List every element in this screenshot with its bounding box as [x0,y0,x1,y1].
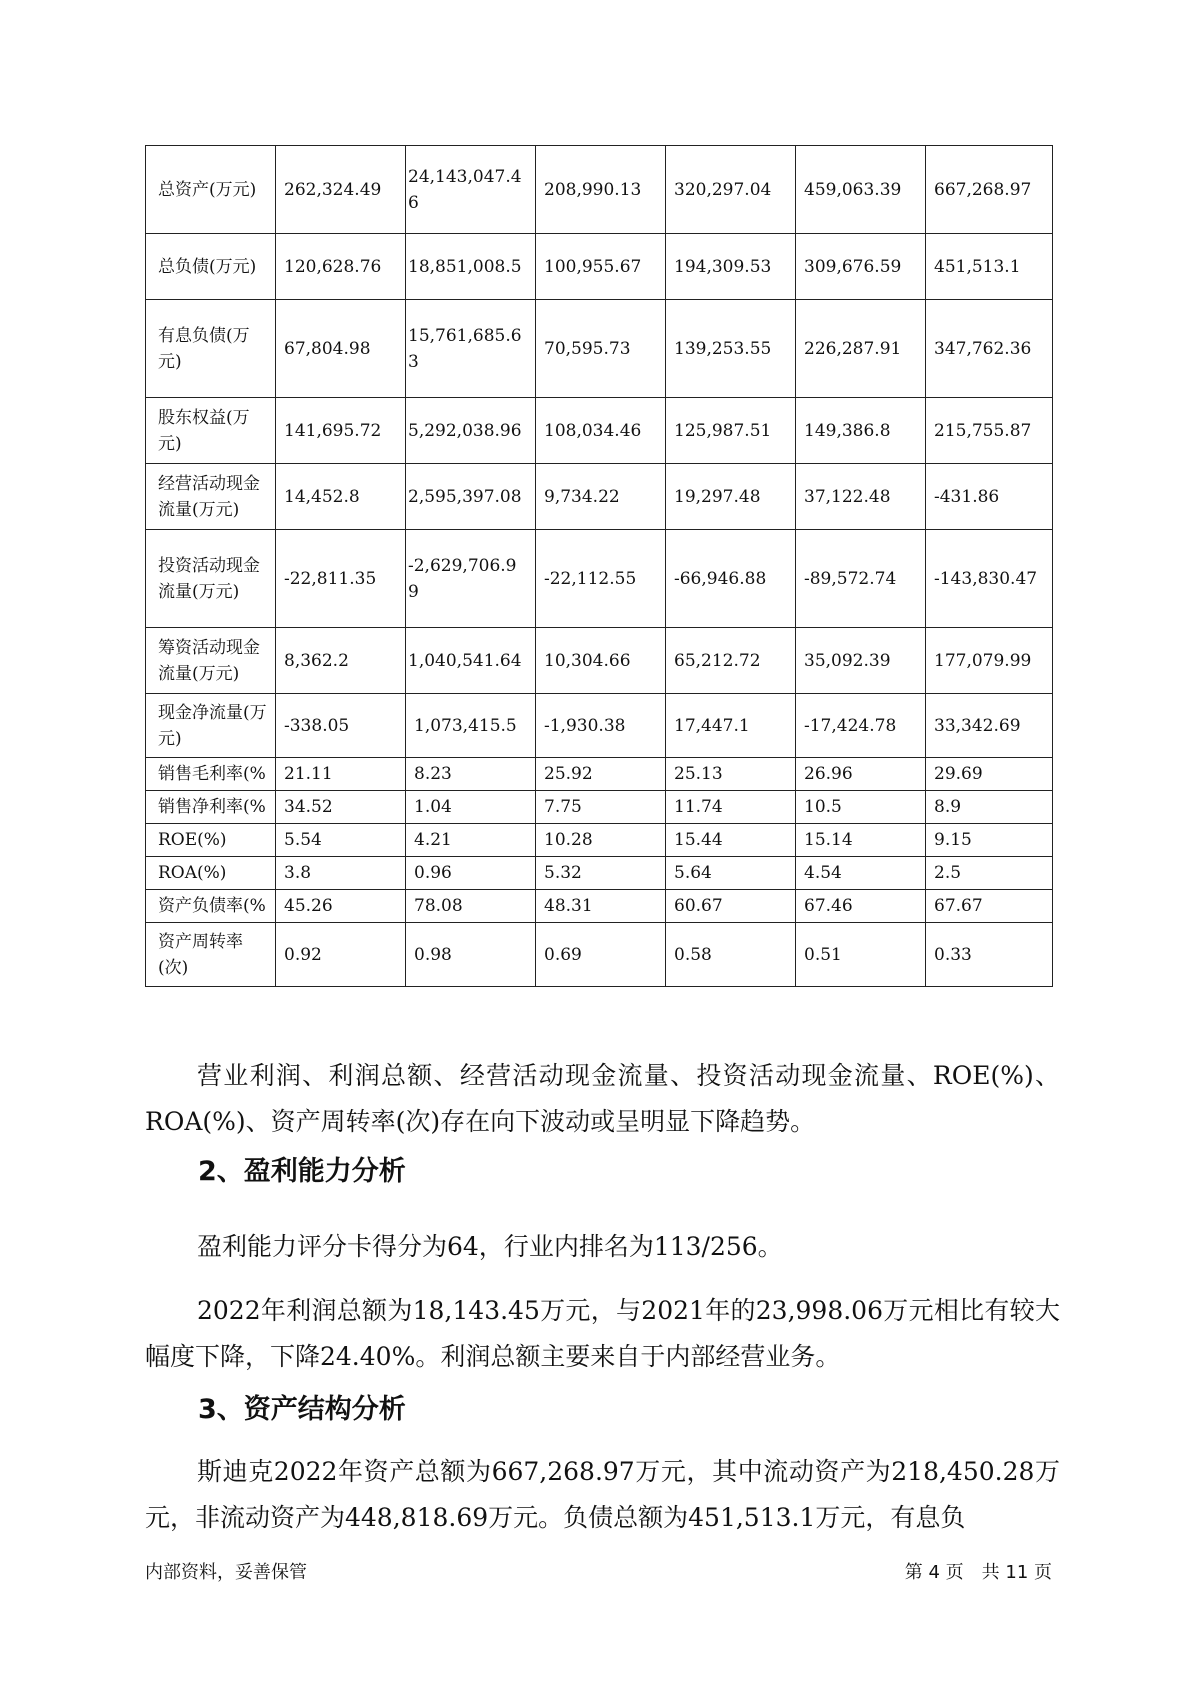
row-label: 总资产(万元) [146,146,276,234]
table-row [146,791,1053,824]
table-cell: 37,122.48 [796,464,926,530]
table-cell: 10.28 [536,824,666,857]
table-cell: 0.69 [536,923,666,987]
row-label: ROE(%) [146,824,276,857]
row-label: 销售净利率(% [146,791,276,824]
table-cell: 0.58 [666,923,796,987]
row-label: 总负债(万元) [146,234,276,300]
table-cell: 33,342.69 [926,694,1053,758]
table-cell: 9.15 [926,824,1053,857]
table-cell: 1,040,541.64 [406,628,536,694]
table-cell: 34.52 [276,791,406,824]
financial-table [145,145,1053,987]
profitability-score-paragraph: 盈利能力评分卡得分为64，行业内排名为113/256。 [197,1232,783,1261]
table-cell: 459,063.39 [796,146,926,234]
table-cell: 4.54 [796,857,926,890]
table-cell: 451,513.1 [926,234,1053,300]
row-label: 资产周转率(次) [146,923,276,987]
table-cell: 8.23 [406,758,536,791]
table-cell: 320,297.04 [666,146,796,234]
row-label: 资产负债率(% [146,890,276,923]
table-cell: -338.05 [276,694,406,758]
row-label: 筹资活动现金流量(万元) [146,628,276,694]
table-cell: 0.33 [926,923,1053,987]
table-cell: 5.32 [536,857,666,890]
table-cell: 149,386.8 [796,398,926,464]
table-cell: 25.13 [666,758,796,791]
table-cell: -66,946.88 [666,530,796,628]
table-cell: 26.96 [796,758,926,791]
table-cell: 48.31 [536,890,666,923]
section-heading-asset-structure: 3、资产结构分析 [198,1394,406,1425]
table-row [146,530,1053,628]
table-row [146,464,1053,530]
table-cell: 226,287.91 [796,300,926,398]
table-cell: 139,253.55 [666,300,796,398]
table-cell: 9,734.22 [536,464,666,530]
asset-structure-paragraph: 斯迪克2022年资产总额为667,268.97万元，其中流动资产为218,450.28万元，非流动资产为448,818.69万元。负债总额为451,513.1万元，有息负 [145,1457,1060,1532]
table-cell: 78.08 [406,890,536,923]
trend-paragraph: 营业利润、利润总额、经营活动现金流量、投资活动现金流量、ROE(%)、ROA(%)、资产周转率(次)存在向下波动或呈明显下降趋势。 [145,1061,1060,1136]
section-heading-profitability: 2、盈利能力分析 [198,1156,406,1187]
table-cell: 177,079.99 [926,628,1053,694]
table-cell: -89,572.74 [796,530,926,628]
table-cell: 15,761,685.63 [406,300,536,398]
table-row [146,398,1053,464]
table-cell: 1.04 [406,791,536,824]
row-label: 经营活动现金流量(万元) [146,464,276,530]
table-cell: 19,297.48 [666,464,796,530]
row-label: 股东权益(万元) [146,398,276,464]
table-cell: 262,324.49 [276,146,406,234]
table-cell: 0.98 [406,923,536,987]
table-cell: 25.92 [536,758,666,791]
table-cell: 8.9 [926,791,1053,824]
table-row [146,694,1053,758]
table-cell: 10,304.66 [536,628,666,694]
table-cell: 5.54 [276,824,406,857]
table-cell: 24,143,047.46 [406,146,536,234]
table-cell: 108,034.46 [536,398,666,464]
table-row [146,234,1053,300]
table-row [146,300,1053,398]
table-cell: -22,811.35 [276,530,406,628]
table-cell: 15.14 [796,824,926,857]
table-cell: 1,073,415.5 [406,694,536,758]
table-cell: 29.69 [926,758,1053,791]
table-cell: 45.26 [276,890,406,923]
table-cell: -2,629,706.99 [406,530,536,628]
table-cell: 5,292,038.96 [406,398,536,464]
table-row [146,146,1053,234]
profit-total-paragraph: 2022年利润总额为18,143.45万元，与2021年的23,998.06万元相比有较大幅度下降，下降24.40%。利润总额主要来自于内部经营业务。 [145,1296,1060,1371]
table-row [146,890,1053,923]
table-cell: -17,424.78 [796,694,926,758]
table-cell: 67.46 [796,890,926,923]
table-row [146,628,1053,694]
table-cell: -143,830.47 [926,530,1053,628]
table-cell: 0.92 [276,923,406,987]
table-cell: 125,987.51 [666,398,796,464]
table-cell: 194,309.53 [666,234,796,300]
row-label: 有息负债(万元) [146,300,276,398]
table-cell: 14,452.8 [276,464,406,530]
table-cell: 35,092.39 [796,628,926,694]
table-cell: 2.5 [926,857,1053,890]
row-label: 投资活动现金流量(万元) [146,530,276,628]
footer-confidential-note: 内部资料，妥善保管 [145,1562,307,1583]
table-cell: 18,851,008.5 [406,234,536,300]
table-cell: 17,447.1 [666,694,796,758]
table-cell: 15.44 [666,824,796,857]
table-cell: 60.67 [666,890,796,923]
table-cell: 100,955.67 [536,234,666,300]
table-cell: 309,676.59 [796,234,926,300]
table-cell: 208,990.13 [536,146,666,234]
table-cell: 8,362.2 [276,628,406,694]
table-row [146,923,1053,987]
footer-page-number: 第 4 页 共 11 页 [904,1562,1052,1583]
table-cell: 7.75 [536,791,666,824]
table-cell: -22,112.55 [536,530,666,628]
table-cell: 70,595.73 [536,300,666,398]
row-label: 现金净流量(万元) [146,694,276,758]
table-cell: 141,695.72 [276,398,406,464]
table-cell: -431.86 [926,464,1053,530]
financial-table-body [146,146,1053,987]
table-row [146,857,1053,890]
table-cell: 5.64 [666,857,796,890]
row-label: 销售毛利率(% [146,758,276,791]
table-cell: 67.67 [926,890,1053,923]
table-row [146,824,1053,857]
table-cell: 21.11 [276,758,406,791]
row-label: ROA(%) [146,857,276,890]
table-cell: 347,762.36 [926,300,1053,398]
table-cell: 10.5 [796,791,926,824]
table-cell: -1,930.38 [536,694,666,758]
table-cell: 4.21 [406,824,536,857]
table-cell: 0.96 [406,857,536,890]
table-cell: 120,628.76 [276,234,406,300]
table-cell: 0.51 [796,923,926,987]
table-cell: 11.74 [666,791,796,824]
table-cell: 667,268.97 [926,146,1053,234]
table-cell: 2,595,397.08 [406,464,536,530]
table-cell: 65,212.72 [666,628,796,694]
table-row [146,758,1053,791]
table-cell: 215,755.87 [926,398,1053,464]
table-cell: 3.8 [276,857,406,890]
table-cell: 67,804.98 [276,300,406,398]
